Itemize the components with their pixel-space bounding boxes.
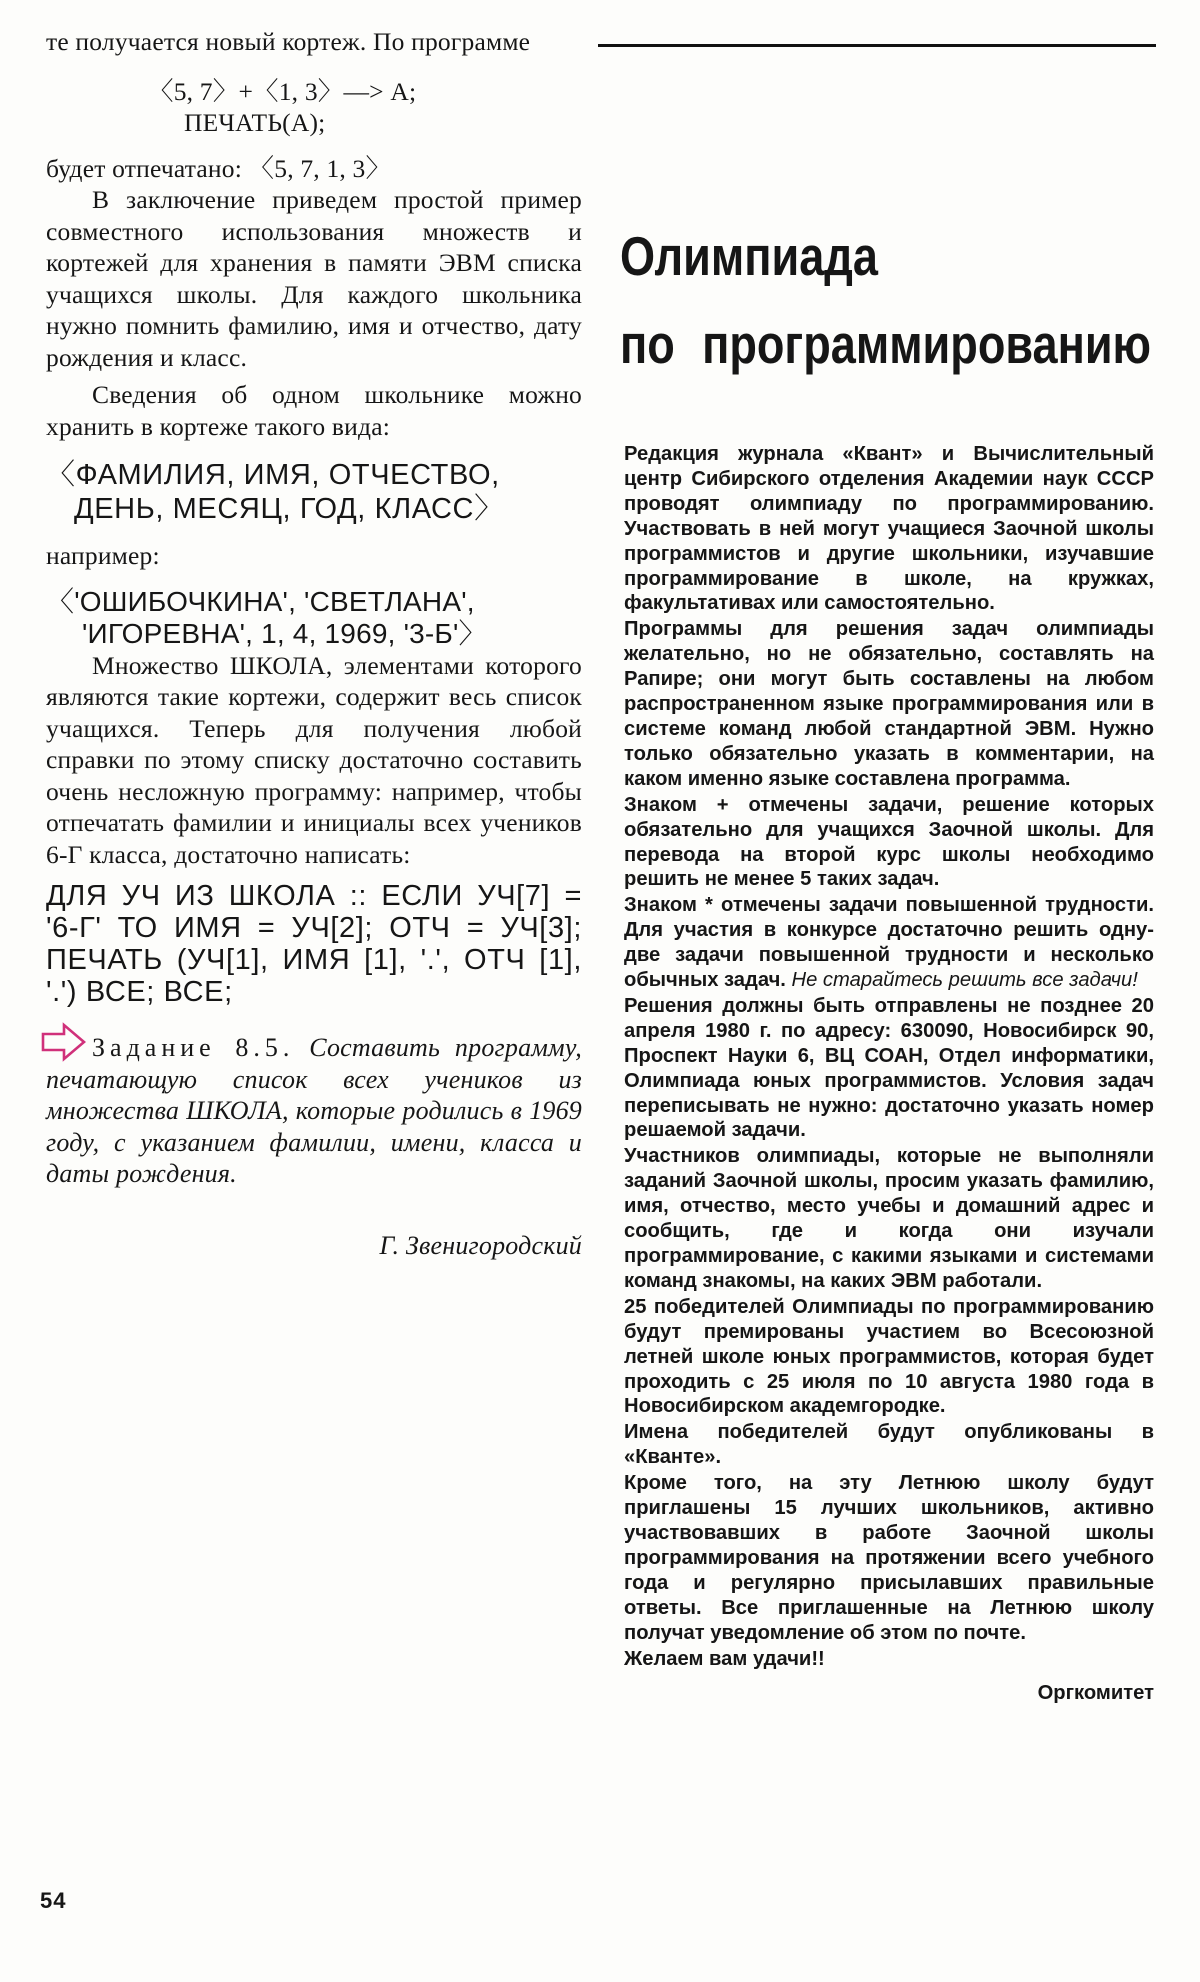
code-line: ПЕЧАТЬ(А);: [184, 108, 326, 137]
task-label: Задание 8.5.: [92, 1033, 295, 1062]
left-column: [46, 26, 582, 1261]
headline-line: по программированию: [620, 313, 1152, 375]
paragraph-school-set: Множество ШКОЛА, элементами которого являются такие кортежи, содержит весь список учащихся. Теперь для получения любой справки по этому списку достаточно составить очень несложную программу: например, чтобы отпечатать фамилии и инициалы всех учеников 6-Г класса, достаточно написать:: [46, 650, 582, 869]
tuple-example: [46, 586, 582, 650]
paragraph-intro: те получается новый кортеж. По программе: [46, 27, 531, 56]
announcement-paragraph: Кроме того, на эту Летнюю школу будут приглашены 15 лучших школьников, активно участвовавших в работе Заочной школы программирования на протяжении всего учебного года и регулярно присылавших правильные ответы. Все приглашенные на Летнюю школу получат уведомление об этом по почте.: [624, 1472, 1154, 1644]
tuple-line: 〈ФАМИЛИЯ, ИМЯ, ОТЧЕСТВО,: [46, 459, 500, 491]
tuple-definition: [46, 458, 582, 526]
paragraph-result: будет отпечатано: 〈5, 7, 1, 3〉: [46, 153, 392, 183]
top-rule-divider: [598, 44, 1156, 47]
announcement-paragraph: Желаем вам удачи!!: [624, 1647, 825, 1670]
announcement-paragraph: 25 победителей Олимпиады по программированию будут премированы участием во Всесоюзной летней школе юных программистов, которая будет проходить с 25 июля по 10 августа 1980 года в Новосибирском академгородке.: [624, 1295, 1154, 1418]
task-8-5: [46, 1032, 582, 1190]
announcement-paragraph: Участников олимпиады, которые не выполняли заданий Заочной школы, просим указать фамилию, имя, отчество, место учебы и домашний адрес и сообщить, где и когда они изучали программирование, с какими языками и системами команд знакомы, на каких ЭВМ работали.: [624, 1145, 1154, 1292]
announcement-paragraph: Знаком + отмечены задачи, решение которых обязательно для учащихся Заочной школы. Для перевода на второй курс школы необходимо решить не менее 5 таких задач.: [624, 793, 1154, 891]
star-note: Знаком * отмечены задачи повышенной трудности. Для участия в конкурсе достаточно решить одну-две задачи повышенной трудности и несколько обычных задач.: [624, 894, 1154, 992]
announcement-paragraph: [624, 893, 1154, 993]
star-note-italic: Не старайтесь решить все задачи!: [791, 969, 1138, 992]
announcement-paragraph: Программы для решения задач олимпиады желательно, но не обязательно, составлять на Рапире; они могут быть составлены на любом распространенном языке программирования или в системе команд любой стандартной ЭВМ. Нужно только обязательно указать в комментарии, на каком именно языке составлена программа.: [624, 618, 1154, 790]
program-listing: ДЛЯ УЧ ИЗ ШКОЛА :: ЕСЛИ УЧ[7] = '6-Г' ТО ИМЯ = УЧ[2]; ОТЧ = УЧ[3]; ПЕЧАТЬ (УЧ[1], ИМЯ [1], '.', ОТЧ [1], '.') ВСЕ; ВСЕ;: [46, 880, 582, 1008]
announcement-paragraph: Редакция журнала «Квант» и Вычислительный центр Сибирского отделения Академии наук СССР проводят олимпиаду по программированию. Участвовать в ней могут учащиеся Заочной школы программистов и другие школьники, изучавшие программирование в школе, на кружках, факультативах или самостоятельно.: [624, 443, 1154, 615]
announcement-paragraph: Имена победителей будут опубликованы в «Кванте».: [624, 1421, 1154, 1469]
code-line: 〈5, 7〉+〈1, 3〉—> А;: [148, 76, 417, 106]
author-signature: Г. Звенигородский: [379, 1230, 582, 1260]
right-column: [624, 442, 1154, 1706]
paragraph-conclusion: В заключение приведем простой пример совместного использования множеств и кортежей для хранения в памяти ЭВМ списка учащихся школы. Для каждого школьника нужно помнить фамилию, имя и отчество, дату рождения и класс.: [46, 185, 582, 372]
example-line: 〈'ОШИБОЧКИНА', 'СВЕТЛАНА',: [46, 585, 475, 617]
paragraph-for-example: например:: [46, 541, 160, 570]
tuple-line: ДЕНЬ, МЕСЯЦ, ГОД, КЛАСС〉: [74, 493, 504, 525]
announcement-paragraph: Решения должны быть отправлены не позднее 20 апреля 1980 г. по адресу: 630090, Новосибирск 90, Проспект Науки 6, ВЦ СОАН, Отдел информатики, Олимпиада юных программистов. Условия задач переписывать не нужно: достаточно указать номер решаемой задачи.: [624, 994, 1154, 1142]
code-example-tuple-concat: [46, 76, 582, 139]
task-text: Составить программу, печатающую список всех учеников из множества ШКОЛА, которые родились в 1969 году, с указанием фамилии, имени, класса и даты рождения.: [46, 1033, 582, 1188]
organizing-committee-signature: Оргкомитет: [1037, 1682, 1154, 1705]
article-headline: [620, 212, 1152, 388]
headline-line: Олимпиада: [620, 225, 878, 287]
arrow-right-icon: [40, 1022, 88, 1062]
paragraph-student-info: Сведения об одном школьнике можно хранить в кортеже такого вида:: [46, 380, 582, 441]
page-number: 54: [40, 1888, 67, 1913]
example-line: 'ИГОРЕВНА', 1, 4, 1969, '3-Б'〉: [82, 617, 487, 649]
